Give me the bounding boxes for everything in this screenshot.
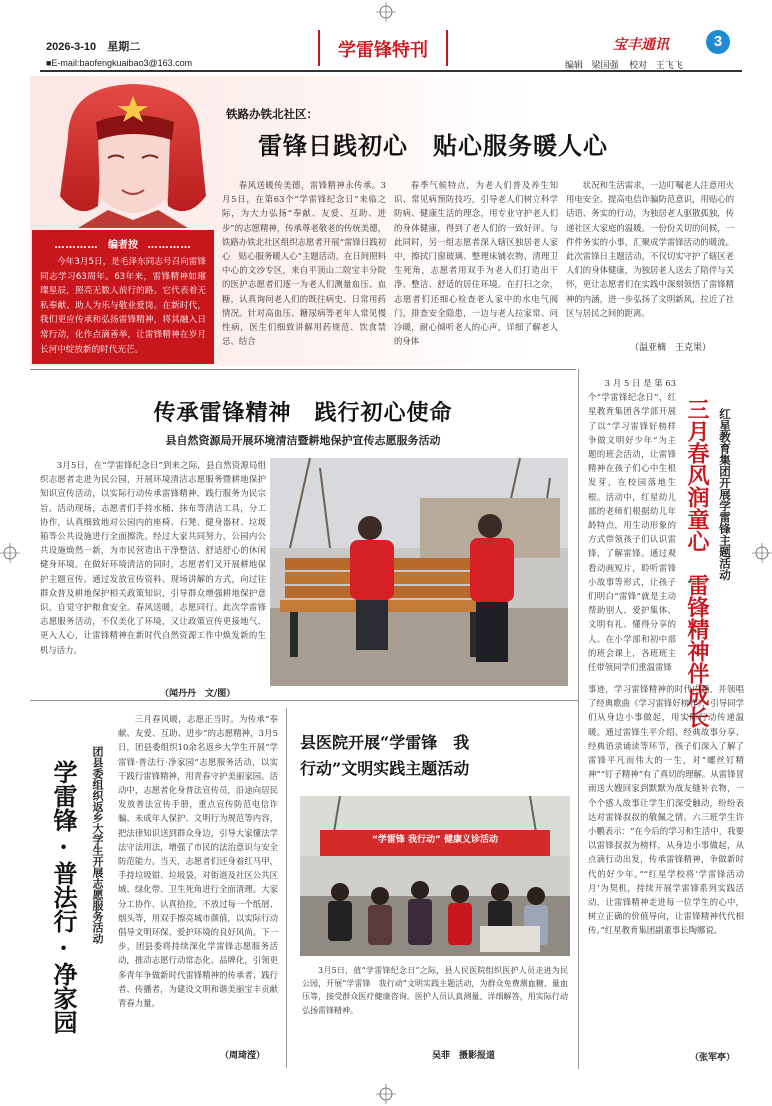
hospital-clinic-photo [300,796,570,956]
article4-headline-line2: 行动”文明实践主题活动 [300,759,470,778]
clinic-banner-text: “学雷锋 我行动” 健康义诊活动 [371,835,499,845]
lei-feng-portrait [38,78,228,230]
article1-col2-text: 春季气候特点，为老人们普及养生知识、常见病预防技巧，引导老人们树立科学防病、健康生活的理念，用专业守护老人们的身体健康，得到了老人们的一致好评。与此同时，另一组志愿者深入辖区独居老人家中，擦拭门窗玻璃、整理床铺衣物、清理卫生死角，志愿者用双手为老人们打造出干净、整洁、舒适的居住环境。在打扫之余，志愿者们还细心检查老人家中的水电气阀门，排查安全隐患，一边与老人拉家常、问冷暖，耐心倾听老人的心声，详细了解老人的身体 [394,180,558,347]
page-number-badge: 3 [706,30,730,54]
bench-cleaning-photo [270,458,568,686]
email-line: ■E-mail:baofengkuaibao3@163.com [46,58,193,68]
article2-body [40,458,266,682]
registration-mark-bottom [376,1084,396,1104]
editor-note-text: 今年3月5日，是毛泽东同志号召向雷锋同志学习63周年。63年来，雷锋精神如璀璨星辰，照亮无数人前行的路。它代表着无私奉献、助人为乐与敬业爱岗。在新时代，我们更应传承和弘扬雷锋精神，将其融入日常行动，化作点滴善举，让雷锋精神在岁月长河中绽放新的时代光芒。 [40,257,206,355]
article4-caption-text: 3月5日，值“学雷锋纪念日”之际，县人民医院组织医护人员走进为民公园，开展“学雷锋 我行动”文明实践主题活动，为群众免费测血糖、量血压等，接受群众医疗健康咨询。医护人员认真测量、详细解答，用实际行动弘扬雷锋精神。 [302,966,568,1015]
editor-note-box: ………… 编者按 ………… 今年3月5日，是毛泽东同志号召向雷锋同志学习63周年。63年来，雷锋精神如璀璨星辰，照亮无数人前行的路。它代表着无私奉献、助人为乐与敬业爱岗。在新时代，我们更应传承和弘扬雷锋精神，将其融入日常行动，化作点滴善举，让雷锋精神在岁月长河中绽放新的时代光芒。 [32,230,214,364]
editor-note-label: 编者按 [108,240,138,251]
registration-mark-right [752,543,772,563]
article5-text-lower-placeholder: 事迹，学习雷锋精神的时代内涵，并领唱了经典歌曲《学习雷锋好榜样》，引导同学们从身边小事做起，用实际行动传递温暖。通过雷锋生平介绍、经典故事分享、经典语录诵读等环节，孩子们深入了解了雷锋平凡而伟大的一生，对“螺丝钉精神”“钉子精神”有了真切的理解。从雷锋冒雨送大嫂回家到默默为战友缝补衣物，一个个感人故事让学生们深受触动，纷纷表达对雷锋叔叔的敬佩之情。六三班学生许小鹏表示：“在今后的学习和生活中，我要以雷锋叔叔为榜样，从身边小事做起，从点滴行动出发，传承雷锋精神，争做新时代的好少年。”“红星学校将‘学雷锋活动月’为契机，持续开展学雷锋系列实践活动，让雷锋精神走进每一位学生的心中，树立正确的价值导向，让雷锋精神代代相传。”红星教育集团副董事长陶娜说。 [588,684,744,936]
issue-date [46,38,140,54]
article3-subtitle: 团县委组织返乡大学生开展志愿服务活动 [91,746,104,944]
registration-mark-left [0,543,20,563]
article3-text: 三月春风暖，志愿正当时。为传承“奉献、友爱、互助、进步”的志愿精神，3月5日，团县委组织10余名返乡大学生开展“学雷锋·普法行·净家园”志愿服务活动，以实干践行雷锋精神，用青春守护美丽家园。活动中，志愿者化身普法宣传员，沿途向居民发放普法宣传手册，重点宣传防范电信诈骗、未成年人保护、文明行为规范等内容，把法律知识送到群众身边，引导大家懂法学法守法用法，增强了市民的法治意识与安全防范能力。当天，志愿者们还身着红马甲，手持垃圾钳、垃圾袋，对街道及社区公共区域、绿化带、卫生死角进行全面清理。大家分工协作、认真拾捡，不放过每一个纸屑、烟头等，用双手擦亮城市颜值，以实际行动倡导文明环保、爱护环境的良好风尚。下一步，团县委将持续深化学雷锋志愿服务活动，推动志愿行动常态化、品牌化，引领更多青年争做新时代雷锋精神的传承者、践行者、传播者，为建设文明和谐美丽宝丰贡献青春力量。 [118,714,278,1009]
editor-name: 梁国强 [591,60,619,70]
article3-byline: （周琦滢） [220,1051,266,1061]
article5-text-upper: 3月5日是第63个“学雷锋纪念日”，红星教育集团各学部开展了以“学习雷锋好榜样 争做文明好少年”为主题的班会活动，让雷锋精神在孩子们心中生根发芽，在校园落地生根。活动中，红星幼儿部的老师们根据幼儿年龄特点，用生动形象的方式带领孩子们认识雷锋，了解雷锋。通过观看动画短片，聆听雷锋小故事等形式，让孩子们明白“雷锋”就是主动帮助别人、爱护集体、文明有礼、懂得分享的人。在小学部和初中部的班会课上，各班班主任带领同学们重温雷锋 [588,378,685,673]
divider-3 [286,708,287,1068]
article5-byline: （张军亭） [690,1053,736,1063]
weekday-text: 星期二 [107,41,141,53]
divider-1 [30,369,576,370]
registration-mark-top [376,2,396,22]
vertical-divider [578,369,579,1069]
proof-label: 校对 [629,60,648,70]
masthead [30,30,742,72]
article2-headline: 传承雷锋精神 践行初心使命 [153,400,453,426]
paper-name-logo: 宝丰通讯 [613,37,669,53]
article4-caption [302,964,568,1040]
section-title: 学雷锋特刊 [338,40,428,61]
editor-label: 编辑 [565,60,584,70]
article5-column-upper [588,376,685,682]
article1-byline: （温亚楠 王克果） [630,343,712,353]
article1-kicker: 铁路办铁北社区： [226,107,318,121]
article5-column-lower [588,682,744,1048]
article4-headline-line1: 县医院开展“学雷锋 我 [300,733,470,752]
article2-subtitle: 县自然资源局开展环境清洁暨耕地保护宣传志愿服务活动 [165,434,441,447]
date-text: 2026-3-10 [46,41,97,53]
article5-headline: 三月春风润童心 雷锋精神伴成长 [684,398,710,728]
divider-2 [30,700,578,701]
article1-col3-text: 状况和生活需求，一边叮嘱老人注意用火用电安全、提高电信诈骗防范意识，用贴心的话语、务实的行动，为独居老人驱散孤独，传递社区大家庭的温暖。一份份关切的问候，一件件务实的小事，汇聚成学雷锋活动的暖流。此次雷锋日主题活动，不仅切实守护了辖区老人们的身体健康，为独居老人送去了陪伴与关怀，更让志愿者们在实践中深刻领悟了雷锋精神的内涵，进一步弘扬了文明新风，拉近了社区与居民之间的距离。 [566,180,734,318]
article1-column-2 [394,178,558,358]
article1-headline: 雷锋日践初心 贴心服务暖人心 [258,131,608,160]
proofreader-name: 王飞飞 [655,60,683,70]
article2-text: 3月5日，在“学雷锋纪念日”到来之际，县自然资源局组织志愿者走进为民公园，开展环境清洁志愿服务暨耕地保护知识宣传活动，以实际行动传承雷锋精神，践行服务为民宗旨。活动现场，志愿者们手持水桶、抹布等清洁工具，分工协作，认真细致地对公园内的座椅、石凳、健身器材、垃圾箱等公共设施进行全面擦洗。经过大家共同努力，公园内公共设施焕然一新，为市民营造出干净整洁、舒适舒心的休闲健身环境。在做好环境清洁的同时，志愿者们又开展耕地保护主题宣传。通过发放宣传资料、现场讲解的方式，向过往群众普及耕地保护相关政策知识，引导群众增强耕地保护意识，自觉守护粮食安全。春风送暖，志愿同行。此次学雷锋志愿服务活动，不仅美化了环境，又让政策宣传更接地气、更入人心，让雷锋精神在新时代自然资源工作中焕发新的生机与活力。 [40,460,266,655]
header-rule [40,70,742,72]
article4-byline: 吴菲 摄影报道 [432,1051,496,1061]
article2-byline: （闻丹丹 文/图） [160,689,236,699]
article5-subtitle: 红星教育集团开展学雷锋主题活动 [718,408,732,581]
article3-body [118,712,278,1042]
article1-column-1 [222,178,386,358]
article3-headline: 学雷锋·普法行·净家园 [49,760,78,1034]
article1-col1-text: 春风送暖传美德，雷锋精神永传承。3月5日，在第63个“学雷锋纪念日”来临之际，为大力弘扬“奉献、友爱、互助、进步”的志愿精神，传承尊老敬老的传统美德，铁路办铁北社区组织志愿者开展“雷锋日践初心 贴心服务暖人心”主题活动。在日间照料中心的文沙专区，来自平顶山二院宝丰分院的医护志愿者们逐一为老人们测量血压、血糖，认真询问老人们的既往病史、日常用药情况。针对高血压、糖尿病等老年人常见慢性病，医生们细致讲解用药规范、饮食禁忌、结合 [222,180,386,347]
article1-column-3 [566,178,734,340]
